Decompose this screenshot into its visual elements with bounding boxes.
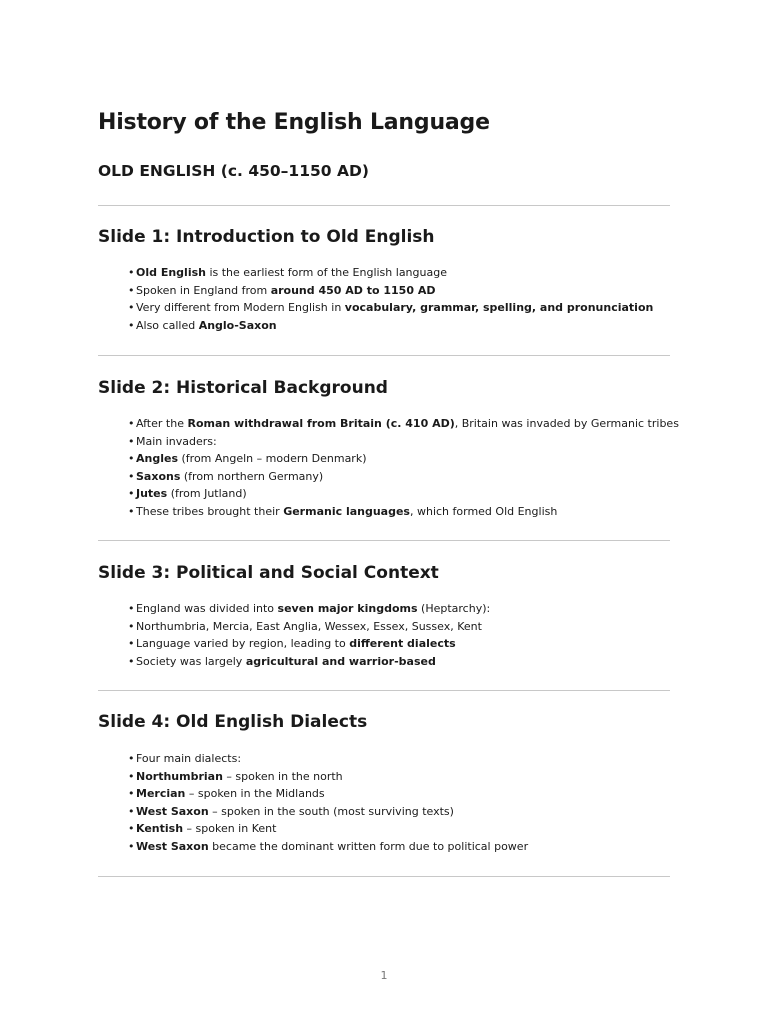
bullet-text: Very different from Modern English in <box>136 301 345 314</box>
bullet-emphasis: Saxons <box>136 469 181 483</box>
bullet-item <box>128 618 490 636</box>
bullet-emphasis: Angles <box>136 452 178 465</box>
bullet-dot: • <box>128 283 135 297</box>
bullet-text: – spoken in the south (most surviving texts) <box>208 804 454 818</box>
bullet-dot: • <box>128 602 135 615</box>
bullet-dot: • <box>128 839 135 853</box>
bullet-item <box>128 264 653 282</box>
divider <box>98 690 670 691</box>
document-title: History of the English Language <box>98 110 490 135</box>
bullet-text: Northumbria, Mercia, East Anglia, Wessex, Essex, Sussex, Kent <box>136 619 482 633</box>
bullet-emphasis: Mercian <box>136 787 186 800</box>
bullet-dot: • <box>128 654 135 668</box>
bullet-text: , Britain was invaded by Germanic tribes <box>454 417 679 430</box>
divider <box>98 355 670 356</box>
bullet-item <box>128 768 528 786</box>
bullet-text: – spoken in the Midlands <box>185 787 325 800</box>
bullet-text: (Heptarchy): <box>417 602 491 615</box>
bullet-item <box>128 433 679 451</box>
bullet-item <box>128 485 679 503</box>
bullet-text: England was divided into <box>136 602 278 615</box>
bullet-dot: • <box>128 452 135 465</box>
bullet-item <box>128 600 490 618</box>
bullet-item <box>128 503 679 521</box>
bullet-emphasis: Old English <box>136 266 206 279</box>
bullet-item <box>128 820 528 838</box>
bullet-dot: • <box>128 417 135 430</box>
bullet-emphasis: Kentish <box>136 822 184 835</box>
bullet-dot: • <box>128 787 135 800</box>
slide-1-bullets <box>128 264 653 334</box>
bullet-emphasis: Germanic languages <box>283 504 410 518</box>
bullet-dot: • <box>128 434 135 448</box>
bullet-dot: • <box>128 266 135 279</box>
divider <box>98 540 670 541</box>
bullet-text: Also called <box>136 318 199 332</box>
bullet-emphasis: seven major kingdoms <box>277 602 418 615</box>
bullet-dot: • <box>128 318 135 332</box>
bullet-text: Society was largely <box>136 654 246 668</box>
bullet-text: (from northern Germany) <box>180 469 324 483</box>
slide-4-title: Slide 4: Old English Dialects <box>98 712 368 732</box>
bullet-dot: • <box>128 504 135 518</box>
slide-2-bullets <box>128 415 679 520</box>
bullet-emphasis: West Saxon <box>136 804 209 818</box>
bullet-emphasis: vocabulary, grammar, spelling, and pronunciation <box>344 301 654 314</box>
bullet-text: Language varied by region, leading to <box>136 637 350 650</box>
bullet-emphasis: West Saxon <box>136 839 209 853</box>
bullet-emphasis: Jutes <box>136 487 168 500</box>
bullet-emphasis: agricultural and warrior-based <box>245 654 436 668</box>
bullet-dot: • <box>128 769 135 783</box>
bullet-item <box>128 803 528 821</box>
slide-3-bullets <box>128 600 490 670</box>
bullet-text: – spoken in Kent <box>183 822 277 835</box>
bullet-item <box>128 785 528 803</box>
bullet-dot: • <box>128 637 135 650</box>
bullet-dot: • <box>128 822 135 835</box>
bullet-item <box>128 635 490 653</box>
bullet-text: (from Angeln – modern Denmark) <box>178 452 367 465</box>
bullet-dot: • <box>128 752 135 765</box>
divider <box>98 205 670 206</box>
bullet-text: Spoken in England from <box>136 283 271 297</box>
bullet-dot: • <box>128 619 135 633</box>
bullet-dot: • <box>128 804 135 818</box>
bullet-emphasis: around 450 AD to 1150 AD <box>270 283 436 297</box>
bullet-text: (from Jutland) <box>167 487 247 500</box>
page-number: 1 <box>380 969 388 982</box>
bullet-text: became the dominant written form due to political power <box>208 839 529 853</box>
slide-3-title: Slide 3: Political and Social Context <box>98 563 439 583</box>
bullet-text: After the <box>136 417 188 430</box>
bullet-emphasis: different dialects <box>349 637 456 650</box>
bullet-item <box>128 415 679 433</box>
bullet-dot: • <box>128 301 135 314</box>
divider <box>98 876 670 877</box>
bullet-item <box>128 468 679 486</box>
bullet-dot: • <box>128 469 135 483</box>
bullet-emphasis: Northumbrian <box>136 769 223 783</box>
bullet-item <box>128 450 679 468</box>
bullet-emphasis: Anglo-Saxon <box>198 318 277 332</box>
bullet-text: – spoken in the north <box>222 769 343 783</box>
bullet-text: Main invaders: <box>136 434 217 448</box>
slide-1-title: Slide 1: Introduction to Old English <box>98 227 435 247</box>
bullet-dot: • <box>128 487 135 500</box>
bullet-text: , which formed Old English <box>409 504 558 518</box>
slide-2-title: Slide 2: Historical Background <box>98 378 388 398</box>
slide-4-bullets <box>128 750 528 855</box>
document-subtitle: OLD ENGLISH (c. 450–1150 AD) <box>98 162 369 180</box>
bullet-item <box>128 317 653 335</box>
bullet-item <box>128 282 653 300</box>
bullet-text: is the earliest form of the English language <box>205 266 447 279</box>
bullet-item <box>128 838 528 856</box>
bullet-emphasis: Roman withdrawal from Britain (c. 410 AD) <box>187 417 455 430</box>
bullet-item <box>128 299 653 317</box>
bullet-text: Four main dialects: <box>136 752 242 765</box>
bullet-item <box>128 750 528 768</box>
bullet-item <box>128 653 490 671</box>
bullet-text: These tribes brought their <box>136 504 284 518</box>
